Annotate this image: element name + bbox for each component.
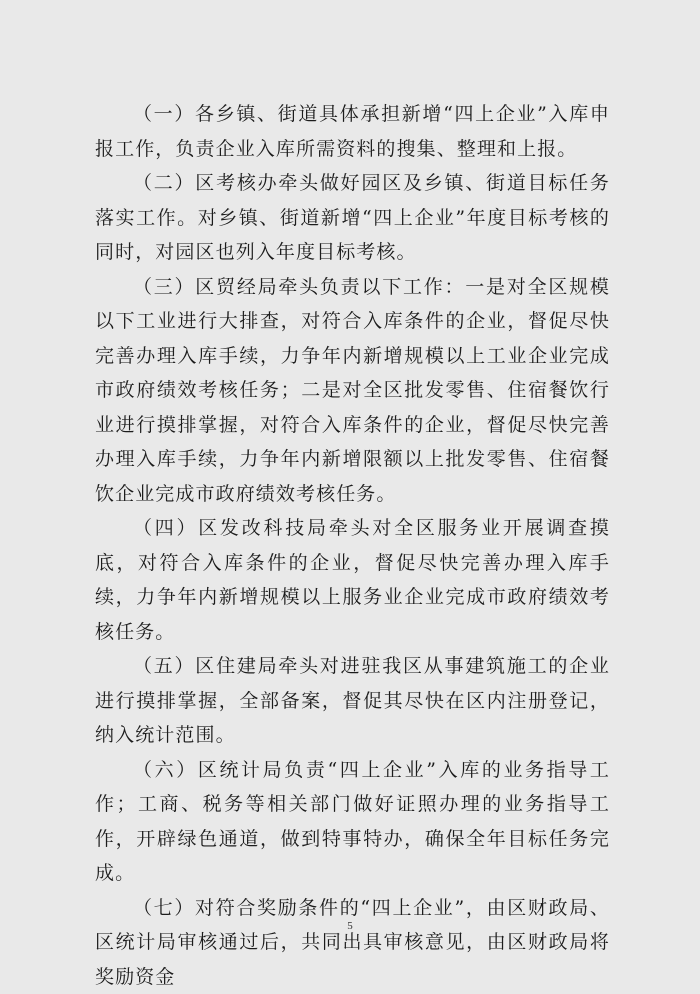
paragraph-7: （七）对符合奖励条件的“四上企业”，由区财政局、区统计局审核通过后，共同出具审核意见，由区财政局将奖励资金 (95, 891, 610, 994)
paragraph-5: （五）区住建局牵头对进驻我区从事建筑施工的企业进行摸排掌握，全部备案，督促其尽快在区内注册登记，纳入统计范围。 (95, 649, 610, 753)
page-number: 5 (0, 920, 700, 932)
paragraph-6: （六）区统计局负责“四上企业”入库的业务指导工作；工商、税务等相关部门做好证照办理的业务指导工作，开辟绿色通道，做到特事特办，确保全年目标任务完成。 (95, 753, 610, 891)
paragraph-3: （三）区贸经局牵头负责以下工作：一是对全区规模以下工业进行大排查，对符合入库条件的企业，督促尽快完善办理入库手续，力争年内新增规模以上工业企业完成市政府绩效考核任务；二是对全区批发零售、住宿餐饮行业进行摸排掌握，对符合入库条件的企业，督促尽快完善办理入库手续，力争年内新增限额以上批发零售、住宿餐饮企业完成市政府绩效考核任务。 (95, 270, 610, 512)
document-body (95, 97, 610, 994)
paragraph-4: （四）区发改科技局牵头对全区服务业开展调查摸底，对符合入库条件的企业，督促尽快完善办理入库手续，力争年内新增规模以上服务业企业完成市政府绩效考核任务。 (95, 511, 610, 649)
paragraph-2: （二）区考核办牵头做好园区及乡镇、街道目标任务落实工作。对乡镇、街道新增“四上企业”年度目标考核的同时，对园区也列入年度目标考核。 (95, 166, 610, 270)
paragraph-1: （一）各乡镇、街道具体承担新增“四上企业”入库申报工作，负责企业入库所需资料的搜集、整理和上报。 (95, 97, 610, 166)
